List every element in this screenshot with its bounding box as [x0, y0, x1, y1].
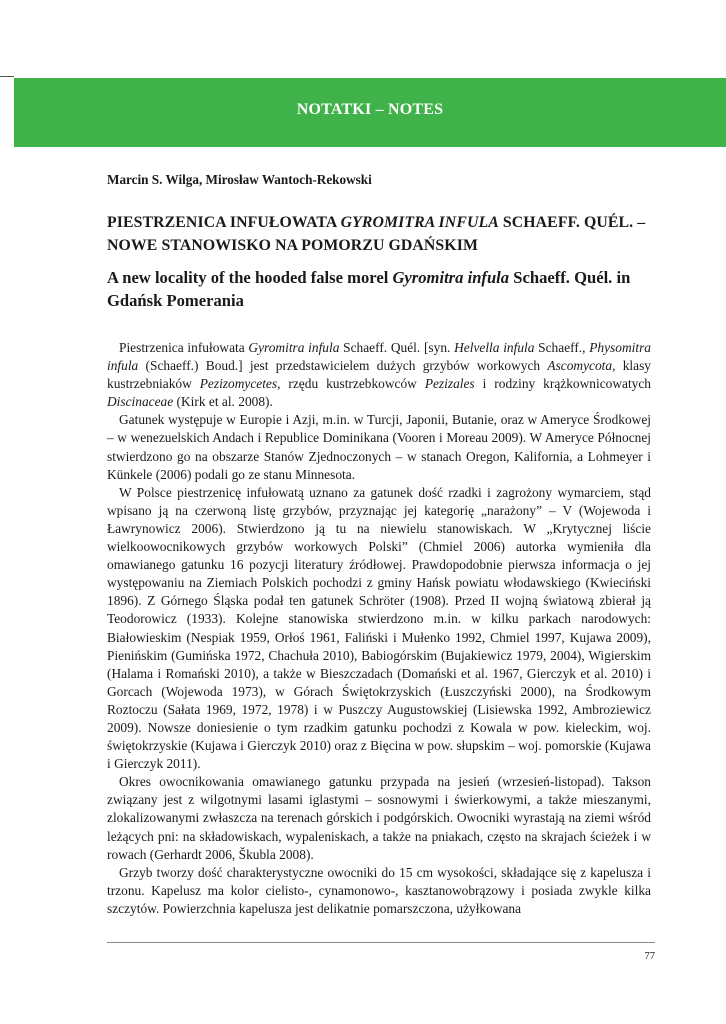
paragraph-2: Gatunek występuje w Europie i Azji, m.in. w Turcji, Japonii, Butanie, oraz w Ameryce Środkowej – w wenezuelskich Andach i Republice Dominikana (Vooren i Moreau 2009). W Ameryce Północnej stwierdzono go na obszarze Stanów Zjednoczonych – w stanach Oregon, Kalifornia, a Lohmeyer i Künkele (2006) podali go ze stanu Minnesota. [107, 412, 651, 482]
title-pl-text-1: PIESTRZENICA INFUŁOWATA [107, 214, 341, 231]
article-title-english [107, 266, 667, 312]
title-en-species: Gyromitra infula [392, 268, 510, 287]
p1-italic: Gyromitra infula [248, 340, 340, 355]
p1-text: Schaeff. Quél. [syn. [339, 340, 455, 355]
footer-rule [107, 942, 655, 943]
p1-text: rzędu kustrzebkowców [280, 376, 425, 392]
p1-text: (Schaeff.) Boud.] jest przedstawicielem dużych grzybów workowych [138, 358, 548, 374]
paragraph-1 [107, 339, 655, 411]
p1-italic: Pezizales [424, 376, 475, 392]
paragraph-3: W Polsce piestrzenicę infułowatą uznano za gatunek dość rzadki i zagrożony wymarciem, stąd wpisano ją na czerwoną listę grzybów, przyznając jej kategorię „narażony” – V (Wojewoda i Ławrynowicz 2006). Stwierdzono ją tu na niewielu stanowiskach. W „Krytycznej liście wielkoowocnikowych grzybów workowych Polski” (Chmiel 2006) autorka wymieniła dla omawianego gatunku 16 pozycji literatury źródłowej. Prawdopodobnie pierwsza informacja o jej występowaniu na Ziemiach Polskich pochodzi z gminy Hańsk powiatu włodawskiego (Kwieciński 1896). Z Górnego Śląska podał ten gatunek Schröter (1908). Przed II wojną światową zbierał ją Teodorowicz (1933). Kolejne stanowiska stwierdzono m.in. w kilku parkach narodowych: Białowieskim (Nespiak 1959, Orłoś 1961, Faliński i Mułenko 1992, Chmiel 1997, Kujawa 2009), Pienińskim (Gumińska 1972, Chachuła 2010), Babiogórskim (Bujakiewicz 1979, 2004), Wigierskim (Halama i Romański 2010), a także w Bieszczadach (Domański et al. 1967, Gierczyk et al. 2010) i Gorcach (Wojewoda 1973), w Górach Świętokrzyskich (Łuszczyński 2000), na Środkowym Roztoczu (Sałata 1969, 1972, 1978) i w Puszczy Augustowskiej (Lisiewska 1992, Ambroziewicz 2009). Nowsze doniesienie o tym rzadkim gatunku pochodzi z Kowala w pow. kieleckim, woj. świętokrzyskie (Kujawa i Gierczyk 2010) oraz z Bięcina w pow. słupskim – woj. pomorskie (Kujawa i Gierczyk 2011). [107, 484, 651, 772]
p1-text: (Kirk et al. 2008). [173, 394, 273, 410]
p1-text: Schaeff., [534, 340, 590, 355]
p1-text: Piestrzenica infułowata [119, 340, 249, 355]
p1-italic: Physomitra infula [107, 340, 651, 374]
p1-italic: Helvella infula [454, 340, 535, 355]
title-pl-text-2: SCHAEFF. QUÉL. – NOWE STANOWISKO NA POMORZU GDAŃSKIM [107, 214, 646, 254]
article-body [107, 339, 655, 918]
p1-italic: Pezizomycetes, [199, 376, 281, 392]
title-en-text-2: Schaeff. Quél. in Gdańsk Pomerania [107, 268, 631, 310]
section-banner [14, 78, 726, 147]
section-title: NOTATKI – NOTES [296, 101, 444, 118]
title-pl-species: GYROMITRA INFULA [340, 214, 499, 231]
paragraph-4: Okres owocnikowania omawianego gatunku przypada na jesień (wrzesień-listopad). Takson związany jest z wilgotnymi lasami iglastymi – sosnowymi i świerkowymi, a także mieszanymi, zlokalizowanymi zwłaszcza na terenach górskich i podgórskich. Owocniki wyrastają na ziemi wśród leżących pni: na składowiskach, wypaleniskach, a także na pniakach, często na skrajach ścieżek i w rowach (Gerhardt 2006, Škubla 2008). [107, 774, 651, 862]
article-title-polish [107, 211, 667, 257]
paragraph-5: Grzyb tworzy dość charakterystyczne owocniki do 15 cm wysokości, składające się z kapelusza i trzonu. Kapelusz ma kolor cielisto-, cynamonowo-, kasztanowobrązowy i posiada zwykle kilka szczytów. Powierzchnia kapelusza jest delikatnie pomarszczona, użyłkowana [107, 864, 651, 916]
article-authors: Marcin S. Wilga, Mirosław Wantoch-Rekowski [107, 172, 372, 187]
p1-italic: Ascomycota [547, 358, 613, 374]
p1-text: , klasy kustrzebniaków [107, 358, 652, 392]
top-left-rule [0, 76, 14, 77]
p1-text: i rodziny krążkownicowatych [474, 376, 651, 392]
title-en-text-1: A new locality of the hooded false morel [107, 268, 393, 287]
page-number: 77 [644, 951, 655, 962]
p1-italic: Discinaceae [107, 394, 174, 410]
